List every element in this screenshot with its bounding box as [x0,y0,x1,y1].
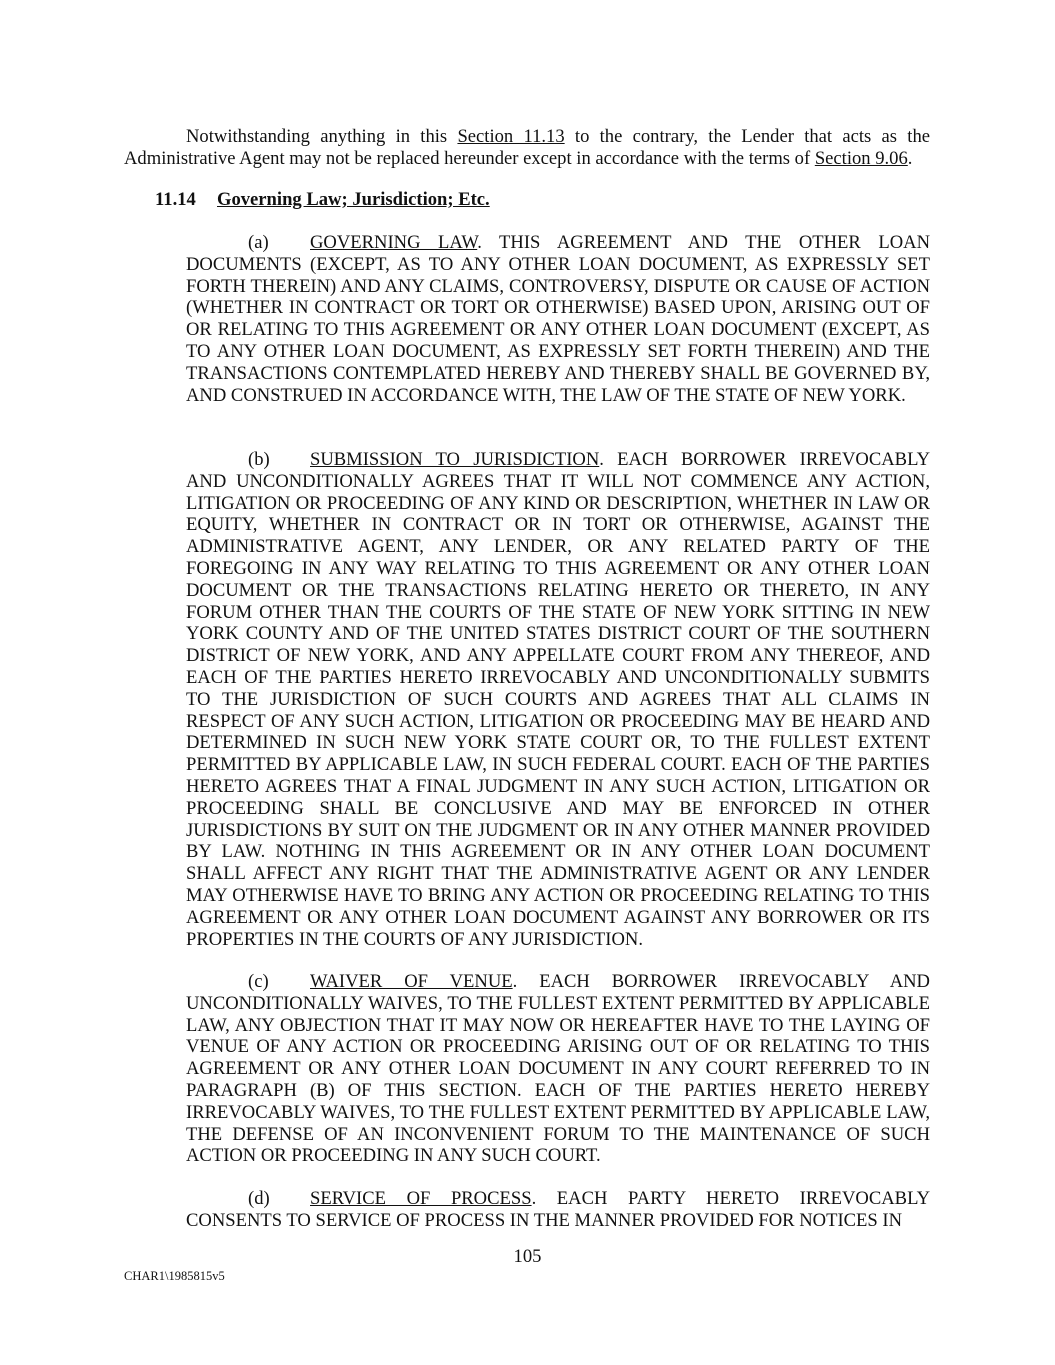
paragraph-body: . THIS AGREEMENT AND THE OTHER LOAN DOCUMENTS (EXCEPT, AS TO ANY OTHER LOAN DOCUMENT, AS EXPRESSLY SET FORTH THEREIN) AND ANY CLAIMS, CONTROVERSY, DISPUTE OR CAUSE OF ACTION (WHETHER IN CONTRACT OR TORT OR OTHERWISE) BASED UPON, ARISING OUT OF OR RELATING TO THIS AGREEMENT OR ANY OTHER LOAN DOCUMENT (EXCEPT, AS TO ANY OTHER LOAN DOCUMENT, AS EXPRESSLY SET FORTH THEREIN) AND THE TRANSACTIONS CONTEMPLATED HEREBY AND THEREBY SHALL BE GOVERNED BY, AND CONSTRUED IN ACCORDANCE WITH, THE LAW OF THE STATE OF NEW YORK. [186,232,930,406]
intro-text-start: Notwithstanding anything in this [186,126,458,147]
intro-text-end: . [907,147,913,169]
paragraph-heading: SUBMISSION TO JURISDICTION [310,449,600,470]
paragraph-label: (b) [248,449,270,470]
paragraph-waiver-of-venue [186,971,930,1167]
paragraph-label: (c) [248,971,269,992]
intro-text-middle: to the contrary, the Lender that acts as the Administrative Agent may not be replaced hereunder except in accordance with the terms of [124,126,930,169]
paragraph-submission-to-jurisdiction [186,449,930,950]
paragraph-service-of-process [186,1188,930,1232]
paragraph-heading: SERVICE OF PROCESS [310,1188,532,1209]
page-number: 105 [513,1246,542,1267]
section-reference-11-13: Section 11.13 [457,126,565,147]
section-reference-9-06: Section 9.06 [814,147,908,169]
paragraph-body: . EACH BORROWER IRREVOCABLY AND UNCONDITIONALLY WAIVES, TO THE FULLEST EXTENT PERMITTED BY APPLICABLE LAW, ANY OBJECTION THAT IT MAY NOW OR HEREAFTER HAVE TO THE LAYING OF VENUE OF ANY ACTION OR PROCEEDING ARISING OUT OF OR RELATING TO THIS AGREEMENT OR ANY OTHER LOAN DOCUMENT IN ANY COURT REFERRED TO IN PARAGRAPH (B) OF THIS SECTION. EACH OF THE PARTIES HERETO HEREBY IRREVOCABLY WAIVES, TO THE FULLEST EXTENT PERMITTED BY APPLICABLE LAW, THE DEFENSE OF AN INCONVENIENT FORUM TO THE MAINTENANCE OF SUCH ACTION OR PROCEEDING IN ANY SUCH COURT. [186,971,930,1167]
section-heading [155,189,490,211]
paragraph-label: (d) [248,1188,270,1209]
paragraph-label: (a) [248,232,269,253]
section-title: Governing Law; Jurisdiction; Etc. [217,189,490,210]
document-id: CHAR1\1985815v5 [124,1269,225,1283]
paragraph-governing-law [186,232,930,406]
paragraph-heading: WAIVER OF VENUE [310,971,513,992]
paragraph-heading: GOVERNING LAW [310,232,478,253]
paragraph-body: . EACH PARTY HERETO IRREVOCABLY CONSENTS TO SERVICE OF PROCESS IN THE MANNER PROVIDED FOR NOTICES IN [186,1188,930,1231]
section-number: 11.14 [155,189,196,210]
intro-paragraph [124,126,930,170]
paragraph-body: . EACH BORROWER IRREVOCABLY AND UNCONDITIONALLY AGREES THAT IT WILL NOT COMMENCE ANY ACTION, LITIGATION OR PROCEEDING OF ANY KIND OR DESCRIPTION, WHETHER IN LAW OR EQUITY, WHETHER IN CONTRACT OR IN TORT OR OTHERWISE, AGAINST THE ADMINISTRATIVE AGENT, ANY LENDER, OR ANY RELATED PARTY OF THE FOREGOING IN ANY WAY RELATING TO THIS AGREEMENT OR ANY OTHER LOAN DOCUMENT OR THE TRANSACTIONS RELATING HERETO OR THERETO, IN ANY FORUM OTHER THAN THE COURTS OF THE STATE OF NEW YORK SITTING IN NEW YORK COUNTY AND OF THE UNITED STATES DISTRICT COURT OF THE SOUTHERN DISTRICT OF NEW YORK, AND ANY APPELLATE COURT FROM ANY THEREOF, AND EACH OF THE PARTIES HERETO IRREVOCABLY AND UNCONDITIONALLY SUBMITS TO THE JURISDICTION OF SUCH COURTS AND AGREES THAT ALL CLAIMS IN RESPECT OF ANY SUCH ACTION, LITIGATION OR PROCEEDING MAY BE HEARD AND DETERMINED IN SUCH NEW YORK STATE COURT OR, TO THE FULLEST EXTENT PERMITTED BY APPLICABLE LAW, IN SUCH FEDERAL COURT. EACH OF THE PARTIES HERETO AGREES THAT A FINAL JUDGMENT IN ANY SUCH ACTION, LITIGATION OR PROCEEDING SHALL BE CONCLUSIVE AND MAY BE ENFORCED IN OTHER JURISDICTIONS BY SUIT ON THE JUDGMENT OR IN ANY OTHER MANNER PROVIDED BY LAW. NOTHING IN THIS AGREEMENT OR IN ANY OTHER LOAN DOCUMENT SHALL AFFECT ANY RIGHT THAT THE ADMINISTRATIVE AGENT OR ANY LENDER MAY OTHERWISE HAVE TO BRING ANY ACTION OR PROCEEDING RELATING TO THIS AGREEMENT OR ANY OTHER LOAN DOCUMENT AGAINST ANY BORROWER OR ITS PROPERTIES IN THE COURTS OF ANY JURISDICTION. [186,449,931,950]
